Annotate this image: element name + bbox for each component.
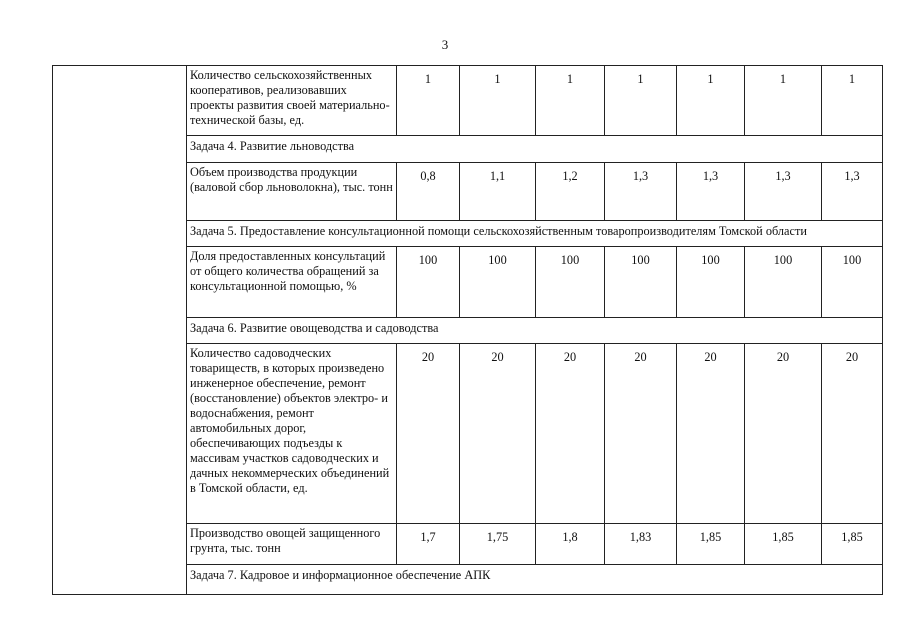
value-cell: 1 xyxy=(822,66,883,136)
value-cell: 1,85 xyxy=(745,524,822,565)
value-cell: 1,3 xyxy=(822,163,883,221)
value-cell: 1 xyxy=(677,66,745,136)
value-cell: 1,7 xyxy=(397,524,460,565)
value-cell: 20 xyxy=(605,344,677,524)
value-cell: 1 xyxy=(745,66,822,136)
value-cell: 20 xyxy=(397,344,460,524)
value-cell: 1,75 xyxy=(460,524,536,565)
value-cell: 1 xyxy=(460,66,536,136)
indicator-label: Количество сельскохозяйственных кооперативов, реализовавших проекты развития своей материально-технической базы, ед. xyxy=(187,66,397,136)
task-heading: Задача 6. Развитие овощеводства и садоводства xyxy=(187,318,883,344)
value-cell: 1,85 xyxy=(677,524,745,565)
value-cell: 1,2 xyxy=(536,163,605,221)
table-row xyxy=(53,66,883,136)
value-cell: 1,3 xyxy=(605,163,677,221)
value-cell: 100 xyxy=(677,247,745,318)
value-cell: 20 xyxy=(460,344,536,524)
indicator-label: Производство овощей защищенного грунта, тыс. тонн xyxy=(187,524,397,565)
indicator-label: Количество садоводческих товариществ, в которых произведено инженерное обеспечение, ремонт (восстановление) объектов электро- и водоснабжения, ремонт автомобильных дорог, обеспечивающих подъезды к массивам участков садоводческих и дачных некоммерческих объединений в Томской области, ед. xyxy=(187,344,397,524)
value-cell: 1,8 xyxy=(536,524,605,565)
value-cell: 100 xyxy=(460,247,536,318)
value-cell: 20 xyxy=(677,344,745,524)
value-cell: 100 xyxy=(536,247,605,318)
indicator-label: Объем производства продукции (валовой сбор льноволокна), тыс. тонн xyxy=(187,163,397,221)
value-cell: 0,8 xyxy=(397,163,460,221)
value-cell: 1,1 xyxy=(460,163,536,221)
task-heading: Задача 7. Кадровое и информационное обеспечение АПК xyxy=(187,565,883,595)
value-cell: 100 xyxy=(822,247,883,318)
value-cell: 20 xyxy=(745,344,822,524)
indicators-table xyxy=(52,65,883,595)
value-cell: 20 xyxy=(536,344,605,524)
value-cell: 100 xyxy=(605,247,677,318)
value-cell: 1,85 xyxy=(822,524,883,565)
side-column-cell xyxy=(53,66,187,595)
indicator-label: Доля предоставленных консультаций от общего количества обращений за консультационной помощью, % xyxy=(187,247,397,318)
value-cell: 1 xyxy=(605,66,677,136)
task-heading: Задача 4. Развитие льноводства xyxy=(187,136,883,163)
value-cell: 100 xyxy=(397,247,460,318)
value-cell: 1 xyxy=(397,66,460,136)
value-cell: 1,3 xyxy=(745,163,822,221)
value-cell: 100 xyxy=(745,247,822,318)
task-heading: Задача 5. Предоставление консультационной помощи сельскохозяйственным товаропроизводителям Томской области xyxy=(187,221,883,247)
value-cell: 20 xyxy=(822,344,883,524)
page-number: 3 xyxy=(441,37,449,52)
value-cell: 1 xyxy=(536,66,605,136)
value-cell: 1,83 xyxy=(605,524,677,565)
value-cell: 1,3 xyxy=(677,163,745,221)
